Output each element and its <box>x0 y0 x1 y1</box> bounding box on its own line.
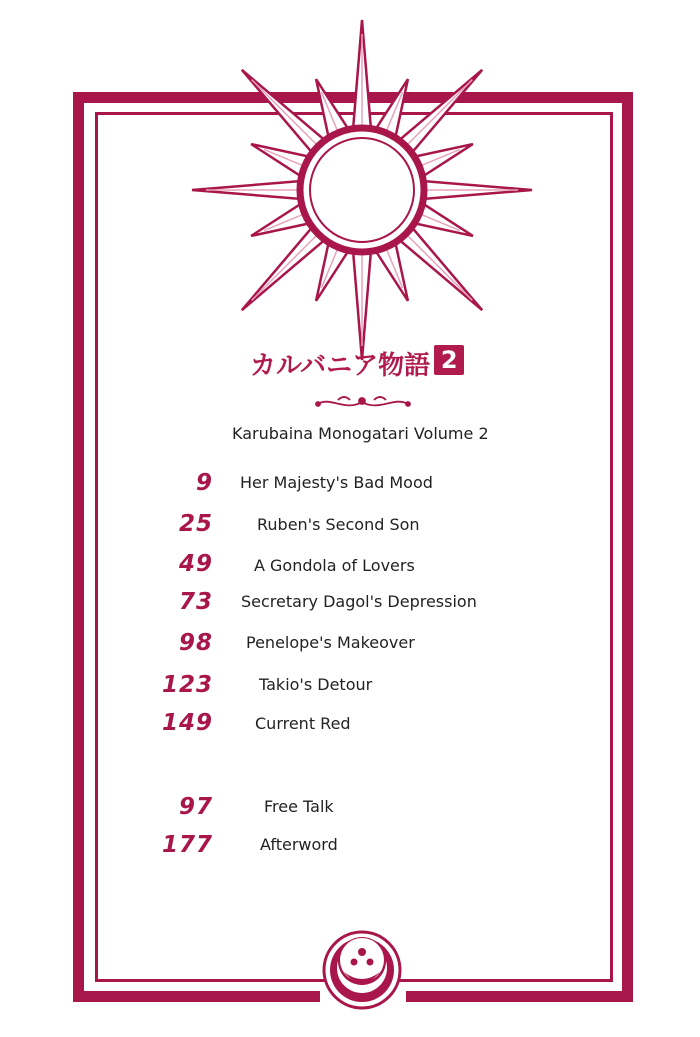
sun-ray-highlight <box>252 80 317 145</box>
crescent-face-icon <box>320 932 406 1008</box>
sun-ray-highlight <box>252 235 317 300</box>
toc-extra-title: Afterword <box>260 835 338 854</box>
toc-extra-title: Free Talk <box>264 797 334 816</box>
toc-page-number: 25 <box>178 511 213 537</box>
ornament-divider-icon <box>316 397 410 406</box>
toc-page-number: 177 <box>161 832 213 858</box>
toc-chapter-title: Takio's Detour <box>259 675 373 694</box>
toc-page-number: 73 <box>178 589 213 615</box>
toc-chapter-title: Her Majesty's Bad Mood <box>240 473 433 492</box>
volume-badge: 2 <box>434 345 464 375</box>
sun-emblem-icon <box>192 20 532 360</box>
toc-chapter-title: Penelope's Makeover <box>246 633 415 652</box>
toc-page-number: 123 <box>161 672 213 698</box>
toc-chapter-title: Ruben's Second Son <box>257 515 420 534</box>
toc-page-number: 9 <box>195 470 213 496</box>
book-title <box>250 345 464 381</box>
sun-ray-highlight <box>407 80 472 145</box>
toc-chapter-title: Current Red <box>255 714 351 733</box>
toc-page-number: 98 <box>178 630 213 656</box>
toc-page-number: 49 <box>178 551 213 577</box>
book-title-text: カルバニア物語 <box>250 351 431 381</box>
toc-page-number: 149 <box>161 710 213 736</box>
toc-chapter-title: A Gondola of Lovers <box>254 556 415 575</box>
toc-page-number: 97 <box>178 794 213 820</box>
sun-ray-highlight <box>407 235 472 300</box>
book-subtitle: Karubaina Monogatari Volume 2 <box>232 424 489 443</box>
toc-chapter-title: Secretary Dagol's Depression <box>241 592 477 611</box>
